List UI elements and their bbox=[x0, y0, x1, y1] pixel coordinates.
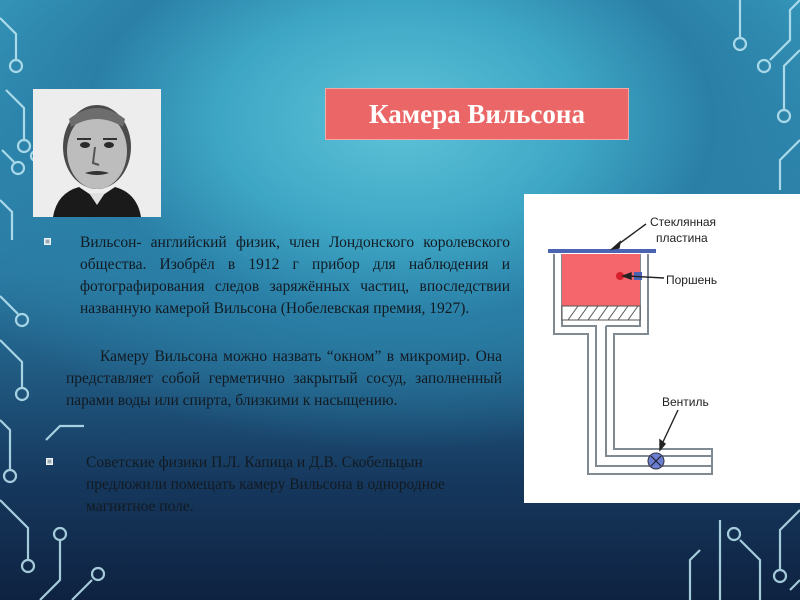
soviet-line-2: предложили помещать камеру Вильсона в однородное bbox=[86, 476, 445, 493]
bullet-2 bbox=[46, 458, 53, 465]
label-piston: Поршень bbox=[666, 273, 718, 287]
label-glass-1: Стеклянная bbox=[650, 215, 717, 229]
label-glass-2: пластина bbox=[656, 231, 708, 245]
soviet-line-1: Советские физики П.Л. Капица и Д.В. Скобельцын bbox=[86, 454, 423, 471]
glass-plate bbox=[548, 249, 656, 253]
piston bbox=[562, 306, 640, 320]
paragraph-soviet-physicists bbox=[86, 452, 526, 518]
portrait-photo bbox=[33, 89, 161, 217]
paragraph-chamber-text: Камеру Вильсона можно назвать “окном” в микромир. Она представляет собой герметично закрытый сосуд, заполненный парами воды или спирта, близкими к насыщению. bbox=[66, 348, 502, 409]
slide-title bbox=[325, 88, 629, 140]
soviet-line-3: магнитное поле. bbox=[86, 498, 194, 515]
paragraph-wilson-bio: Вильсон- английский физик, член Лондонского королевского общества. Изобрёл в 1912 г прибор для наблюдения и фотографирования следов заряжённых частиц, впоследствии названную камерой Вильсона (Нобелевская премия, 1927). bbox=[80, 234, 510, 317]
paragraph-chamber-description bbox=[66, 346, 502, 412]
wilson-chamber-diagram bbox=[524, 194, 800, 503]
diagram-svg bbox=[524, 194, 800, 503]
bullet-1 bbox=[44, 238, 51, 245]
label-valve: Вентиль bbox=[662, 395, 709, 409]
slide-title-text: Камера Вильсона bbox=[369, 98, 585, 129]
chamber-gas bbox=[562, 254, 640, 306]
